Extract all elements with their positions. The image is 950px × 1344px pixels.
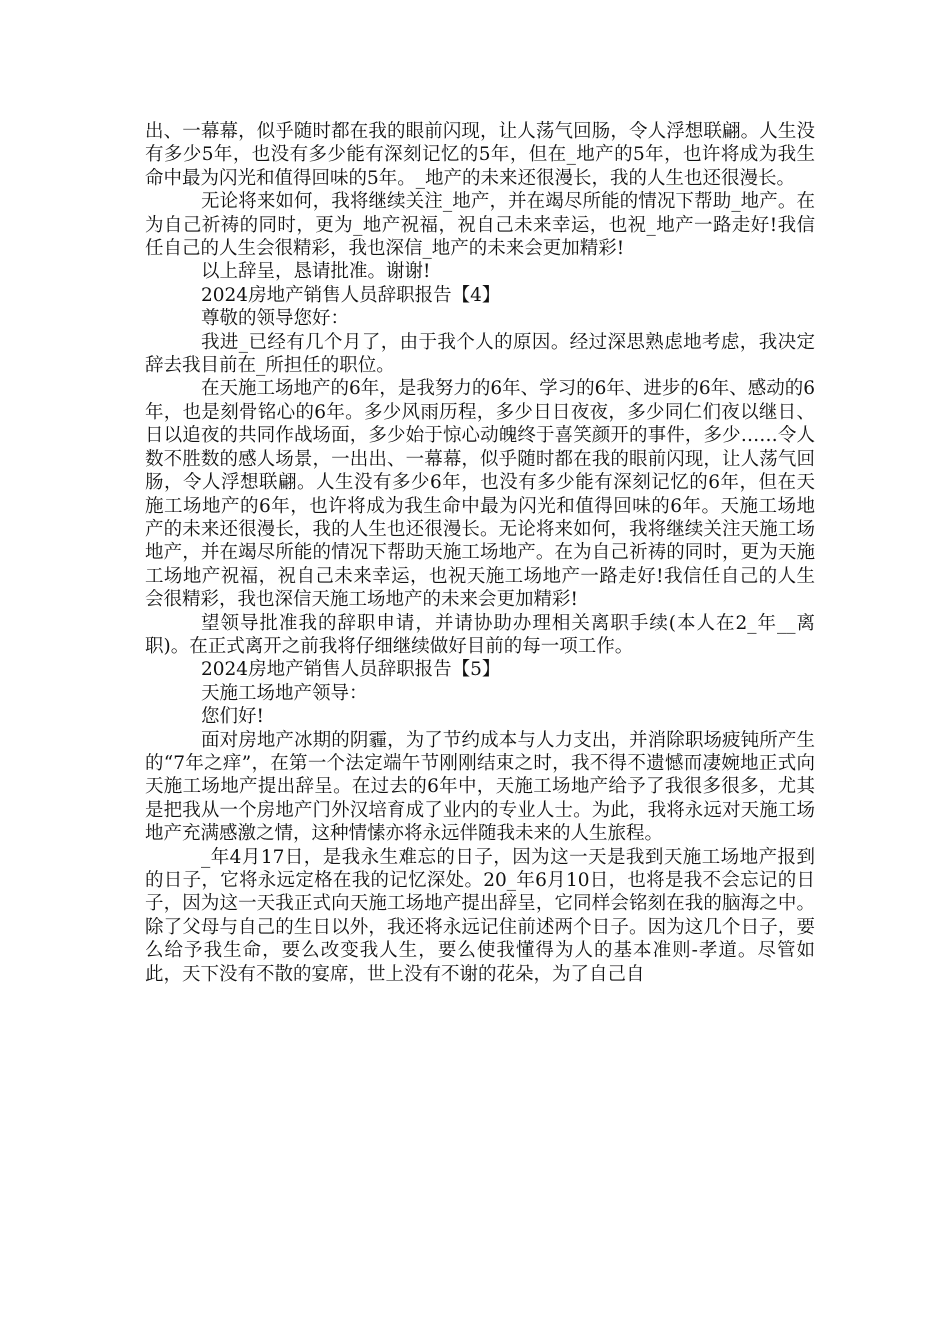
paragraph-continuation: 出、一幕幕，似乎随时都在我的眼前闪现，让人荡气回肠，令人浮想联翩。人生没有多少5年，也没有多少能有深刻记忆的5年，但在_地产的5年，也许将成为我生命中最为闪光和值得回味的5年。_地产的未来还很漫长，我的人生也还很漫长。 [145,121,815,189]
paragraph-dates: _年4月17日，是我永生难忘的日子，因为这一天是我到天施工场地产报到的日子，它将永远定格在我的记忆深处。20_年6月10日，也将是我不会忘记的日子，因为这一天我正式向天施工场地产提出辞呈，它同样会铭刻在我的脑海之中。除了父母与自己的生日以外，我还将永远记住前述两个日子。因为这几个日子，要么给予我生命，要么改变我人生，要么使我懂得为人的基本准则-孝道。尽管如此，天下没有不散的宴席，世上没有不谢的花朵，为了自己自 [145,846,815,985]
paragraph-reason: 我进_已经有几个月了，由于我个人的原因。经过深思熟虑地考虑，我决定辞去我目前在_所担任的职位。 [145,331,815,377]
paragraph-approval-request: 望领导批准我的辞职申请，并请协助办理相关离职手续(本人在2_年__离职)。在正式离开之前我将仔细继续做好目前的每一项工作。 [145,612,815,657]
paragraph-future-wishes: 无论将来如何，我将继续关注_地产，并在竭尽所能的情况下帮助_地产。在为自己祈祷的同时，更为_地产祝福，祝自己未来幸运，也祝_地产一路走好!我信任自己的人生会很精彩，我也深信_地产的未来会更加精彩! [145,191,815,260]
section-heading-4: 2024房地产销售人员辞职报告【4】 [201,284,501,306]
paragraph-six-years: 在天施工场地产的6年，是我努力的6年、学习的6年、进步的6年、感动的6年，也是刻骨铭心的6年。多少风雨历程，多少日日夜夜，多少同仁们夜以继日、日以追夜的共同作战场面，多少始于惊心动魄终于喜笑颜开的事件，多少……令人数不胜数的感人场景，一出出、一幕幕，似乎随时都在我的眼前闪现，让人荡气回肠，令人浮想联翩。人生没有多少6年，也没有多少能有深刻记忆的6年，但在天施工场地产的6年，也许将成为我生命中最为闪光和值得回味的6年。天施工场地产的未来还很漫长，我的人生也还很漫长。无论将来如何，我将继续关注天施工场地产，并在竭尽所能的情况下帮助天施工场地产。在为自己祈祷的同时，更为天施工场地产祝福，祝自己未来幸运，也祝天施工场地产一路走好!我信任自己的人生会很精彩，我也深信天施工场地产的未来会更加精彩! [145,378,816,611]
paragraph-closing-request: 以上辞呈，恳请批准。谢谢! [201,261,431,283]
salutation-4: 尊敬的领导您好： [201,308,350,330]
section-heading-5: 2024房地产销售人员辞职报告【5】 [201,659,501,681]
greeting-5: 您们好! [201,706,264,728]
document-body [145,120,815,986]
paragraph-market-winter: 面对房地产冰期的阴霾，为了节约成本与人力支出，并消除职场疲钝所产生的“7年之痒”，在第一个法定端午节刚刚结束之时，我不得不遗憾而凄婉地正式向天施工场地产提出辞呈。在过去的6年中，天施工场地产给予了我很多很多，尤其是把我从一个房地产门外汉培育成了业内的专业人士。为此，我将永远对天施工场地产充满感激之情，这种情愫亦将永远伴随我未来的人生旅程。 [145,729,815,845]
salutation-5: 天施工场地产领导： [201,682,368,704]
